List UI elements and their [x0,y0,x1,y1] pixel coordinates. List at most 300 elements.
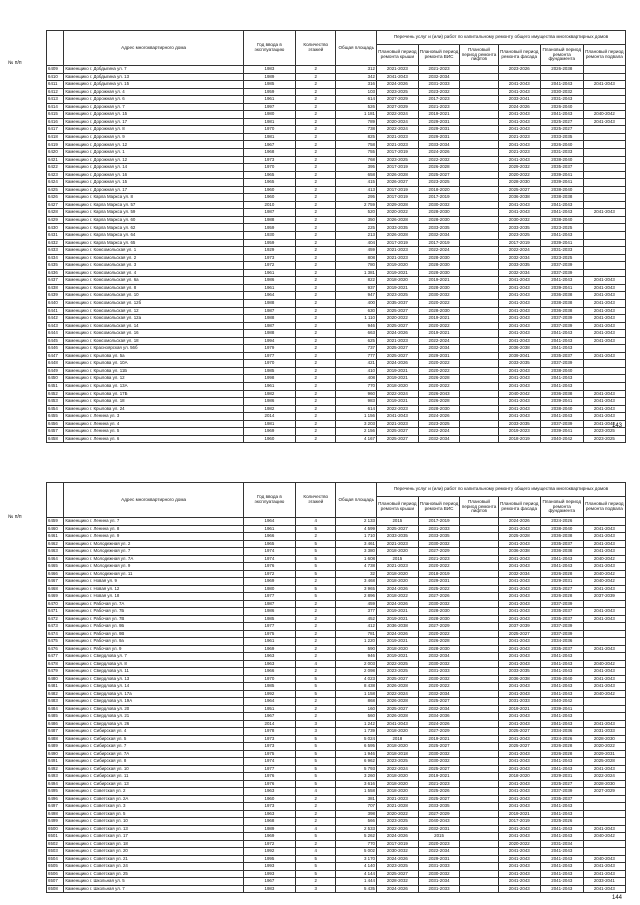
row-id-cell: 6443 [47,322,64,330]
year-built-cell: 1982 [243,405,295,413]
roof-period-cell: 2019-2021 [377,638,419,646]
header-year: Год ввода в эксплуатацию [243,31,295,66]
floors-cell: 2 [295,713,336,721]
row-id-cell: 6451 [47,382,64,390]
year-built-cell: 1989 [243,73,295,81]
lift-period-cell [460,149,498,157]
foundation-period-cell: 2041-2043 [540,277,583,285]
year-built-cell: 1988 [243,315,295,323]
vis-period-cell: 2031-2033 [418,885,460,893]
roof-period-cell: 2025-2027 [377,675,419,683]
foundation-period-cell: 2037-2039 [540,315,583,323]
basement-period-cell [583,810,625,818]
address-cell: Каменщико г. Дорожная ул. 14 [64,164,244,172]
foundation-period-cell: 2041-2043 [540,345,583,353]
roof-period-cell: 2027-2029 [377,96,419,104]
basement-period-cell [583,360,625,368]
total-area-cell: 3 468 [336,578,377,586]
table-row [47,337,626,345]
foundation-period-cell: 2041-2043 [540,111,583,119]
year-built-cell: 1970 [243,360,295,368]
roof-period-cell: 2018 [377,735,419,743]
document-page-144 [0,468,640,905]
year-built-cell: 1994 [243,337,295,345]
header-foundation: Плановый период ремонта фундамента [540,497,583,518]
table-row [47,201,626,209]
year-built-cell: 1993 [243,870,295,878]
total-area-cell: 404 [336,239,377,247]
address-cell: Каменщико г. Комсомольская ул. 4 [64,269,244,277]
lift-period-cell [460,118,498,126]
table-row [47,307,626,315]
floors-cell: 5 [295,735,336,743]
row-id-cell: 6447 [47,352,64,360]
foundation-period-cell: 2025-2027 [540,118,583,126]
floors-cell: 2 [295,818,336,826]
address-cell: Каменщико г. Дорожная ул. 12 [64,156,244,164]
total-area-cell: 5 262 [336,833,377,841]
row-id-cell: 6489 [47,743,64,751]
year-built-cell: 1986 [243,398,295,406]
table-row [47,232,626,240]
floors-cell: 2 [295,141,336,149]
vis-period-cell: 2032-2034 [418,653,460,661]
floors-cell: 5 [295,833,336,841]
table-row [47,615,626,623]
table-row [47,269,626,277]
vis-period-cell: 2028-2030 [418,615,460,623]
facade-period-cell: 2041-2043 [498,88,540,96]
year-built-cell: 1960 [243,194,295,202]
lift-period-cell [460,758,498,766]
vis-period-cell: 2033-2035 [418,224,460,232]
basement-period-cell: 2041-2043 [583,765,625,773]
year-built-cell: 1969 [243,578,295,586]
year-built-cell: 1959 [243,224,295,232]
basement-period-cell [583,96,625,104]
facade-period-cell: 2041-2043 [498,765,540,773]
vis-period-cell: 2030-2032 [418,675,460,683]
vis-period-cell: 2020-2022 [418,322,460,330]
year-built-cell: 1988 [243,216,295,224]
floors-cell: 2 [295,254,336,262]
year-built-cell: 1966 [243,668,295,676]
year-built-cell: 1977 [243,623,295,631]
foundation-period-cell: 2038-2040 [540,405,583,413]
row-id-cell: 6477 [47,653,64,661]
year-built-cell: 1961 [243,284,295,292]
row-id-cell: 6480 [47,675,64,683]
foundation-period-cell: 2025-2027 [540,126,583,134]
address-cell: Каменщико г. Дорожная ул. 17 [64,118,244,126]
header-no [47,31,64,66]
row-id-cell: 6440 [47,299,64,307]
floors-cell: 2 [295,179,336,187]
year-built-cell: 1973 [243,743,295,751]
lift-period-cell [460,690,498,698]
total-area-cell: 946 [336,653,377,661]
total-area-cell: 213 [336,232,377,240]
facade-period-cell: 2033-2041 [498,96,540,104]
address-cell: Каменщико г. Карла Маркса ул. 59 [64,209,244,217]
row-id-cell: 6469 [47,593,64,601]
lift-period-cell [460,330,498,338]
facade-period-cell: 2041-2043 [498,795,540,803]
year-built-cell: 1961 [243,638,295,646]
lift-period-cell [460,284,498,292]
facade-period-cell: 2030-2032 [498,216,540,224]
lift-period-cell [460,66,498,74]
lift-period-cell [460,307,498,315]
table-row [47,239,626,247]
address-cell: Каменщико г. Советская ул. 10 [64,818,244,826]
address-cell: Каменщико г. Свердлова ул. 7 [64,653,244,661]
total-area-cell: 381 [336,795,377,803]
roof-period-cell: 2024-2026 [377,885,419,893]
row-id-cell: 6487 [47,728,64,736]
roof-period-cell: 2025-2027 [377,307,419,315]
facade-period-cell: 2025-2027 [498,186,540,194]
foundation-period-cell: 2036-2038 [540,292,583,300]
total-area-cell: 1 710 [336,533,377,541]
row-id-cell: 6476 [47,645,64,653]
basement-period-cell: 2028-2030 [583,780,625,788]
roof-period-cell: 2019-2021 [377,269,419,277]
lift-period-cell [460,630,498,638]
row-id-cell: 6488 [47,735,64,743]
floors-cell: 2 [295,337,336,345]
lift-period-cell [460,186,498,194]
floors-cell: 2 [295,608,336,616]
lift-period-cell [460,833,498,841]
floors-cell: 5 [295,548,336,556]
row-id-cell: 6467 [47,578,64,586]
table-row [47,593,626,601]
foundation-period-cell: 2041-2043 [540,765,583,773]
address-cell: Каменщико г. Молодежная ул. 9 [64,563,244,571]
row-id-cell: 6475 [47,638,64,646]
address-cell: Каменщико г. Свердлова ул. 17а [64,690,244,698]
floors-cell: 2 [295,209,336,217]
year-built-cell: 1981 [243,118,295,126]
vis-period-cell: 2025-2027 [418,171,460,179]
vis-period-cell: 2023-2025 [418,179,460,187]
header-address: Адрес многоквартирного дома [64,483,244,518]
basement-period-cell [583,247,625,255]
floors-cell: 2 [295,96,336,104]
basement-period-cell: 2041-2043 [583,292,625,300]
basement-period-cell [583,269,625,277]
facade-period-cell: 2041-2043 [498,292,540,300]
facade-period-cell: 2041-2043 [498,750,540,758]
lift-period-cell [460,126,498,134]
row-id-cell: 6496 [47,795,64,803]
row-id-cell: 6435 [47,262,64,270]
address-cell: Каменщико г. Комсомольская ул. 16 [64,330,244,338]
total-area-cell: 421 [336,360,377,368]
facade-period-cell: 2041-2043 [498,201,540,209]
foundation-period-cell: 2024-2026 [540,518,583,526]
lift-period-cell [460,262,498,270]
basement-period-cell: 2041-2043 [583,352,625,360]
vis-period-cell: 2030-2032 [418,660,460,668]
vis-period-cell: 2032-2034 [418,435,460,443]
roof-period-cell: 2019-2021 [377,375,419,383]
total-area-cell: 566 [336,818,377,826]
foundation-period-cell: 2035-2037 [540,352,583,360]
roof-period-cell: 2021-2023 [377,247,419,255]
page-number: 143 [611,423,622,429]
foundation-period-cell: 2038-2038 [540,194,583,202]
lift-period-cell [460,360,498,368]
basement-period-cell: 2041-2043 [583,322,625,330]
address-cell: Каменщико г. Карла Маркса ул. 64 [64,232,244,240]
facade-period-cell: 2028-2030 [498,179,540,187]
facade-period-cell: 2041-2043 [498,284,540,292]
total-area-cell: 5 024 [336,735,377,743]
table-row [47,103,626,111]
foundation-period-cell: 2026-2028 [540,750,583,758]
table-row [47,186,626,194]
address-cell: Каменщико г. Молодежная ул. 2 [64,540,244,548]
floors-cell: 2 [295,232,336,240]
floors-cell: 5 [295,870,336,878]
floors-cell: 2 [295,126,336,134]
foundation-period-cell: 2031-2043 [540,96,583,104]
vis-period-cell: 2028-2030 [418,645,460,653]
total-area-cell: 295 [336,194,377,202]
table-row [47,885,626,893]
floors-cell: 2 [295,623,336,631]
total-area-cell: 1 158 [336,690,377,698]
vis-period-cell: 2025-2022 [418,585,460,593]
roof-period-cell: 2018-2020 [377,788,419,796]
vis-period-cell: 2022-2024 [418,337,460,345]
table-row [47,262,626,270]
floors-cell: 2 [295,810,336,818]
facade-period-cell: 2041-2043 [498,585,540,593]
roof-period-cell: 2018-2020 [377,277,419,285]
address-cell: Каменщико г. Сибирская ул. 7 [64,743,244,751]
basement-period-cell: 2025-2028 [583,758,625,766]
roof-period-cell: 2033-2035 [377,224,419,232]
row-id-cell: 6422 [47,164,64,172]
address-cell: Каменщико г. Советская ул. 3 [64,803,244,811]
row-id-cell: 6459 [47,518,64,526]
basement-period-cell: 2033-2041 [583,878,625,886]
row-id-cell: 6471 [47,608,64,616]
lift-period-cell [460,675,498,683]
row-id-cell: 6506 [47,870,64,878]
roof-period-cell: 2025-2027 [377,705,419,713]
basement-period-cell [583,133,625,141]
address-cell: Каменщико г. Дорожная ул. 9 [64,133,244,141]
address-cell: Каменщико г. Рабочая ул. 9а [64,638,244,646]
total-area-cell: 5 435 [336,885,377,893]
foundation-period-cell: 2026-2040 [540,103,583,111]
roof-period-cell: 2018-2020 [377,773,419,781]
foundation-period-cell: 2037-2039 [540,269,583,277]
foundation-period-cell: 2041-2043 [540,863,583,871]
floors-cell: 2 [295,149,336,157]
lift-period-cell [460,743,498,751]
total-area-cell: 6 962 [336,758,377,766]
total-area-cell: 5 002 [336,848,377,856]
total-area-cell: 1 558 [336,788,377,796]
table-row [47,277,626,285]
row-id-cell: 6436 [47,269,64,277]
year-built-cell: 1987 [243,600,295,608]
facade-period-cell: 2041-2043 [498,878,540,886]
floors-cell: 2 [295,216,336,224]
foundation-period-cell: 2026-2028 [540,743,583,751]
row-id-cell: 6458 [47,435,64,443]
floors-cell: 2 [295,878,336,886]
basement-period-cell [583,345,625,353]
floors-cell: 2 [295,398,336,406]
year-built-cell: 1961 [243,96,295,104]
lift-period-cell [460,164,498,172]
address-cell: Каменщико г. Комсомольская ул. 8 [64,284,244,292]
roof-period-cell: 2025-2027 [377,870,419,878]
foundation-period-cell: 2040-2042 [540,698,583,706]
roof-period-cell: 2027-2029 [377,103,419,111]
address-cell: Каменщико г. Советская ул. 2 [64,788,244,796]
year-built-cell: 1993 [243,863,295,871]
address-cell: Каменщико г. Школьная ул. 5 [64,878,244,886]
foundation-period-cell: 2038-2040 [540,216,583,224]
basement-period-cell [583,171,625,179]
total-area-cell: 960 [336,390,377,398]
foundation-period-cell: 2037-2039 [540,360,583,368]
roof-period-cell: 2026-2027 [377,179,419,187]
roof-period-cell: 2021-2023 [377,420,419,428]
row-id-cell: 6460 [47,525,64,533]
address-cell: Каменщико г. Комсомольская ул. 2 [64,254,244,262]
foundation-period-cell: 2029-2031 [540,773,583,781]
row-id-cell: 6430 [47,224,64,232]
facade-period-cell: 2019-2021 [498,705,540,713]
address-cell: Каменщико г. Дорожная ул. 17 [64,186,244,194]
row-id-cell: 6416 [47,118,64,126]
roof-period-cell: 2025-2027 [377,345,419,353]
lift-period-cell [460,156,498,164]
floors-cell: 2 [295,88,336,96]
basement-period-cell [583,156,625,164]
lift-period-cell [460,668,498,676]
basement-period-cell [583,239,625,247]
year-built-cell: 1969 [243,645,295,653]
vis-period-cell: 2029-2031 [418,118,460,126]
table-row [47,765,626,773]
year-built-cell: 1960 [243,186,295,194]
basement-period-cell: 2041-2043 [583,863,625,871]
year-built-cell: 1974 [243,548,295,556]
page-number: 144 [611,895,622,901]
lift-period-cell [460,367,498,375]
foundation-period-cell: 2023-2025 [540,254,583,262]
roof-period-cell: 2041-2043 [377,413,419,421]
basement-period-cell: 2041-2043 [583,540,625,548]
basement-period-cell: 2041-2043 [583,885,625,893]
vis-period-cell: 2020-2022 [418,382,460,390]
year-built-cell: 1963 [243,788,295,796]
row-id-cell: 6432 [47,239,64,247]
basement-period-cell [583,713,625,721]
address-cell: Каменщико г. Молодежная ул. 7А [64,555,244,563]
row-id-cell: 6505 [47,863,64,871]
basement-period-cell: 2041-2043 [583,533,625,541]
total-area-cell: 1 946 [336,750,377,758]
lift-period-cell [460,780,498,788]
total-area-cell: 160 [336,705,377,713]
floors-cell: 2 [295,103,336,111]
lift-period-cell [460,103,498,111]
total-area-cell: 413 [336,186,377,194]
year-built-cell: 1988 [243,299,295,307]
total-area-cell: 560 [336,713,377,721]
lift-period-cell [460,788,498,796]
floors-cell: 5 [295,863,336,871]
foundation-period-cell: 2038-2040 [540,367,583,375]
roof-period-cell: 2017-2019 [377,149,419,157]
total-area-cell: 770 [336,840,377,848]
basement-period-cell [583,840,625,848]
foundation-period-cell: 2041-2043 [540,232,583,240]
vis-period-cell: 2021-2023 [418,103,460,111]
floors-cell: 2 [295,435,336,443]
basement-period-cell: 2041-2043 [583,675,625,683]
roof-period-cell: 2018-2020 [377,780,419,788]
row-id-cell: 6491 [47,758,64,766]
address-cell: Каменщико г. Дорожная ул. 12 [64,141,244,149]
vis-period-cell: 2019-2021 [418,773,460,781]
facade-period-cell [498,73,540,81]
basement-period-cell [583,803,625,811]
row-id-cell: 6457 [47,428,64,436]
total-area-cell: 1 220 [336,638,377,646]
basement-period-cell: 2041-2043 [583,525,625,533]
lift-period-cell [460,88,498,96]
table-row [47,164,626,172]
facade-period-cell: 2041-2043 [498,683,540,691]
facade-period-cell: 2036-2038 [498,345,540,353]
foundation-period-cell: 2038-2040 [540,156,583,164]
table-row [47,360,626,368]
foundation-period-cell: 2041-2043 [540,878,583,886]
address-cell: Каменщико г. Советская ул. 13 [64,825,244,833]
basement-period-cell: 2023-2025 [583,435,625,443]
row-number-header: № п/п [8,60,22,66]
basement-period-cell [583,164,625,172]
row-id-cell: 6504 [47,855,64,863]
lift-period-cell [460,141,498,149]
table-row [47,878,626,886]
facade-period-cell: 2041-2043 [498,322,540,330]
floors-cell: 2 [295,111,336,119]
header-area: Общая площадь [336,483,377,518]
year-built-cell: 1964 [243,698,295,706]
table-row [47,705,626,713]
lift-period-cell [460,247,498,255]
row-id-cell: 6473 [47,623,64,631]
total-area-cell: 316 [336,81,377,89]
year-built-cell: 1980 [243,585,295,593]
address-cell: Каменщико г. Сибирская ул. 8 [64,758,244,766]
address-cell: Каменщико г. Ленина ул. 7 [64,518,244,526]
facade-period-cell: 2041-2043 [498,525,540,533]
foundation-period-cell: 2034-2036 [540,728,583,736]
